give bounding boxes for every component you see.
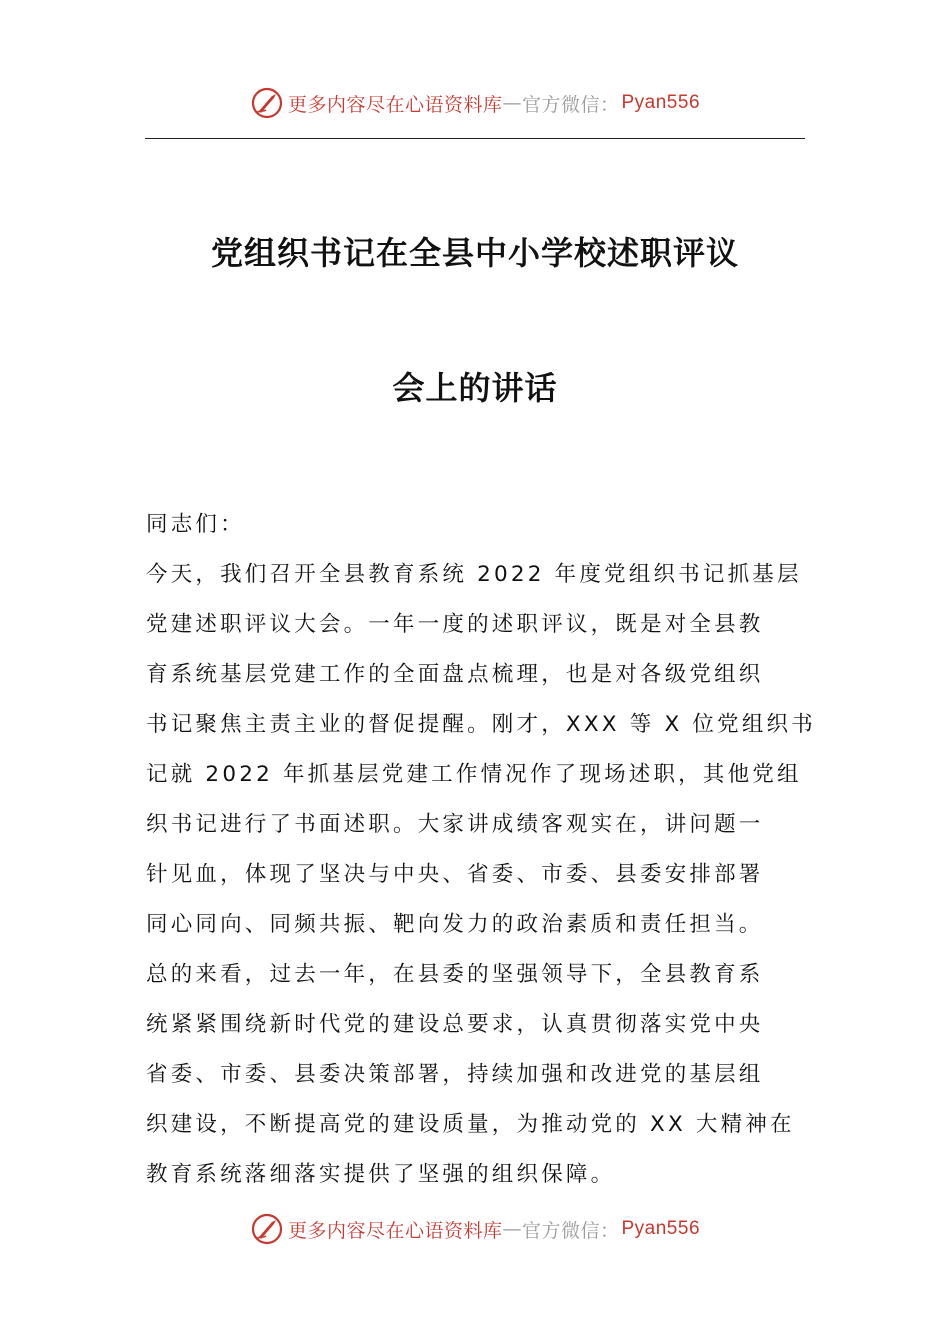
footer-watermark: [0, 1212, 950, 1246]
body-line: 今天，我们召开全县教育系统 2022 年度党组织书记抓基层: [146, 562, 802, 587]
body-line: 党建述职评议大会。一年一度的述职评议，既是对全县教: [146, 612, 764, 637]
body-line: 统紧紧围绕新时代党的建设总要求，认真贯彻落实党中央: [146, 1012, 764, 1037]
watermark-main-text: 更多内容尽在心语资料库: [287, 93, 503, 116]
watermark-sub-text: 官方微信：: [521, 93, 620, 116]
body-line: 教育系统落细落实提供了坚强的组织保障。: [146, 1162, 616, 1187]
body-line: 书记聚焦主责主业的督促提醒。刚才，XXX 等 X 位党组织书: [146, 712, 816, 737]
watermark-main-text: 更多内容尽在心语资料库: [287, 1219, 503, 1242]
body-line: 总的来看，过去一年，在县委的坚强领导下，全县教育系: [146, 962, 764, 987]
body-line: 育系统基层党建工作的全面盘点梳理，也是对各级党组织: [146, 662, 764, 687]
header-divider: [145, 138, 805, 139]
quill-pen-icon: [250, 86, 284, 120]
salutation: 同志们：: [146, 512, 245, 537]
watermark-separator: —: [502, 92, 522, 114]
watermark-wechat-id: Pyan556: [621, 92, 701, 113]
body-line: 省委、市委、县委决策部署，持续加强和改进党的基层组: [146, 1062, 764, 1087]
quill-pen-icon: [250, 1212, 284, 1246]
watermark-sub-text: 官方微信：: [521, 1219, 620, 1242]
watermark-separator: —: [502, 1218, 522, 1240]
body-line: 织建设，不断提高党的建设质量，为推动党的 XX 大精神在: [146, 1112, 795, 1137]
body-line: 织书记进行了书面述职。大家讲成绩客观实在，讲问题一: [146, 812, 764, 837]
body-line: 针见血，体现了坚决与中央、省委、市委、县委安排部署: [146, 862, 764, 887]
document-title-line-2: 会上的讲话: [392, 369, 558, 407]
document-body: [146, 500, 816, 1200]
document-title-line-1: 党组织书记在全县中小学校述职评议: [210, 234, 739, 272]
watermark-wechat-id: Pyan556: [621, 1218, 701, 1239]
body-line: 同心同向、同频共振、靶向发力的政治素质和责任担当。: [146, 912, 764, 937]
body-line: 记就 2022 年抓基层党建工作情况作了现场述职，其他党组: [146, 762, 802, 787]
header-watermark: [0, 86, 950, 120]
